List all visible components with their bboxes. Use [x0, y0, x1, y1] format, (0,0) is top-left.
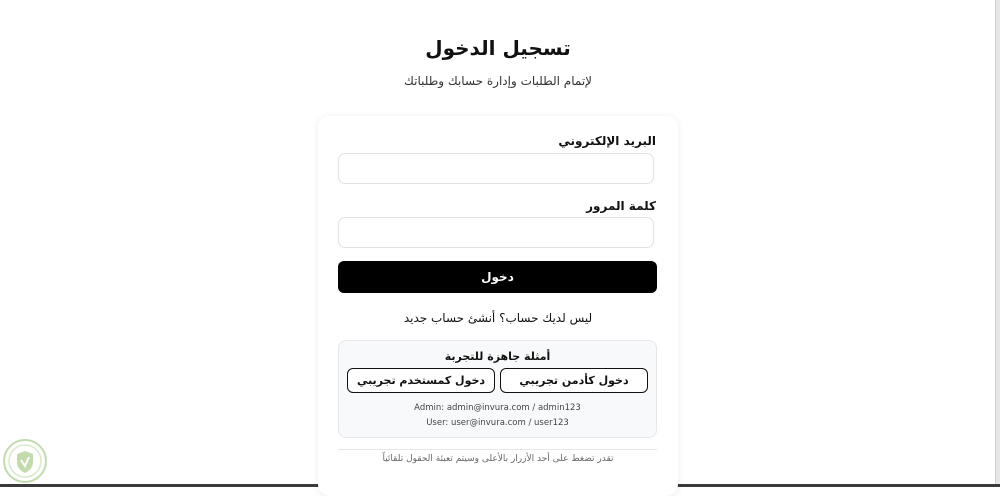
- login-button[interactable]: دخول: [338, 261, 657, 293]
- password-label: كلمة المرور: [586, 199, 656, 213]
- email-field[interactable]: [338, 153, 654, 184]
- page-subtitle: لإتمام الطلبات وإدارة حسابك وطلباتك: [403, 74, 592, 88]
- signup-link[interactable]: ليس لديك حساب؟ أنشئ حساب جديد: [403, 311, 593, 325]
- demo-accounts-box: [338, 340, 657, 438]
- demo-user-login-button[interactable]: دخول كمستخدم تجريبي: [347, 368, 495, 393]
- page-title: تسجيل الدخول: [425, 36, 571, 60]
- autofill-hint: تقدر تضغط على أحد الأزرار بالأعلى وسيتم تعبئة الحقول تلقائياً: [382, 454, 614, 464]
- shield-logo-icon: [2, 438, 48, 484]
- user-credentials: User: user@invura.com / user123: [426, 418, 569, 428]
- demo-title: أمثلة جاهزة للتجربة: [444, 350, 551, 363]
- email-label: البريد الإلكتروني: [558, 134, 656, 148]
- divider: [338, 449, 657, 450]
- admin-credentials: Admin: admin@invura.com / admin123: [414, 403, 581, 413]
- demo-admin-login-button[interactable]: دخول كأدمن تجريبي: [500, 368, 648, 393]
- login-card: [318, 116, 678, 496]
- password-field[interactable]: [338, 217, 654, 248]
